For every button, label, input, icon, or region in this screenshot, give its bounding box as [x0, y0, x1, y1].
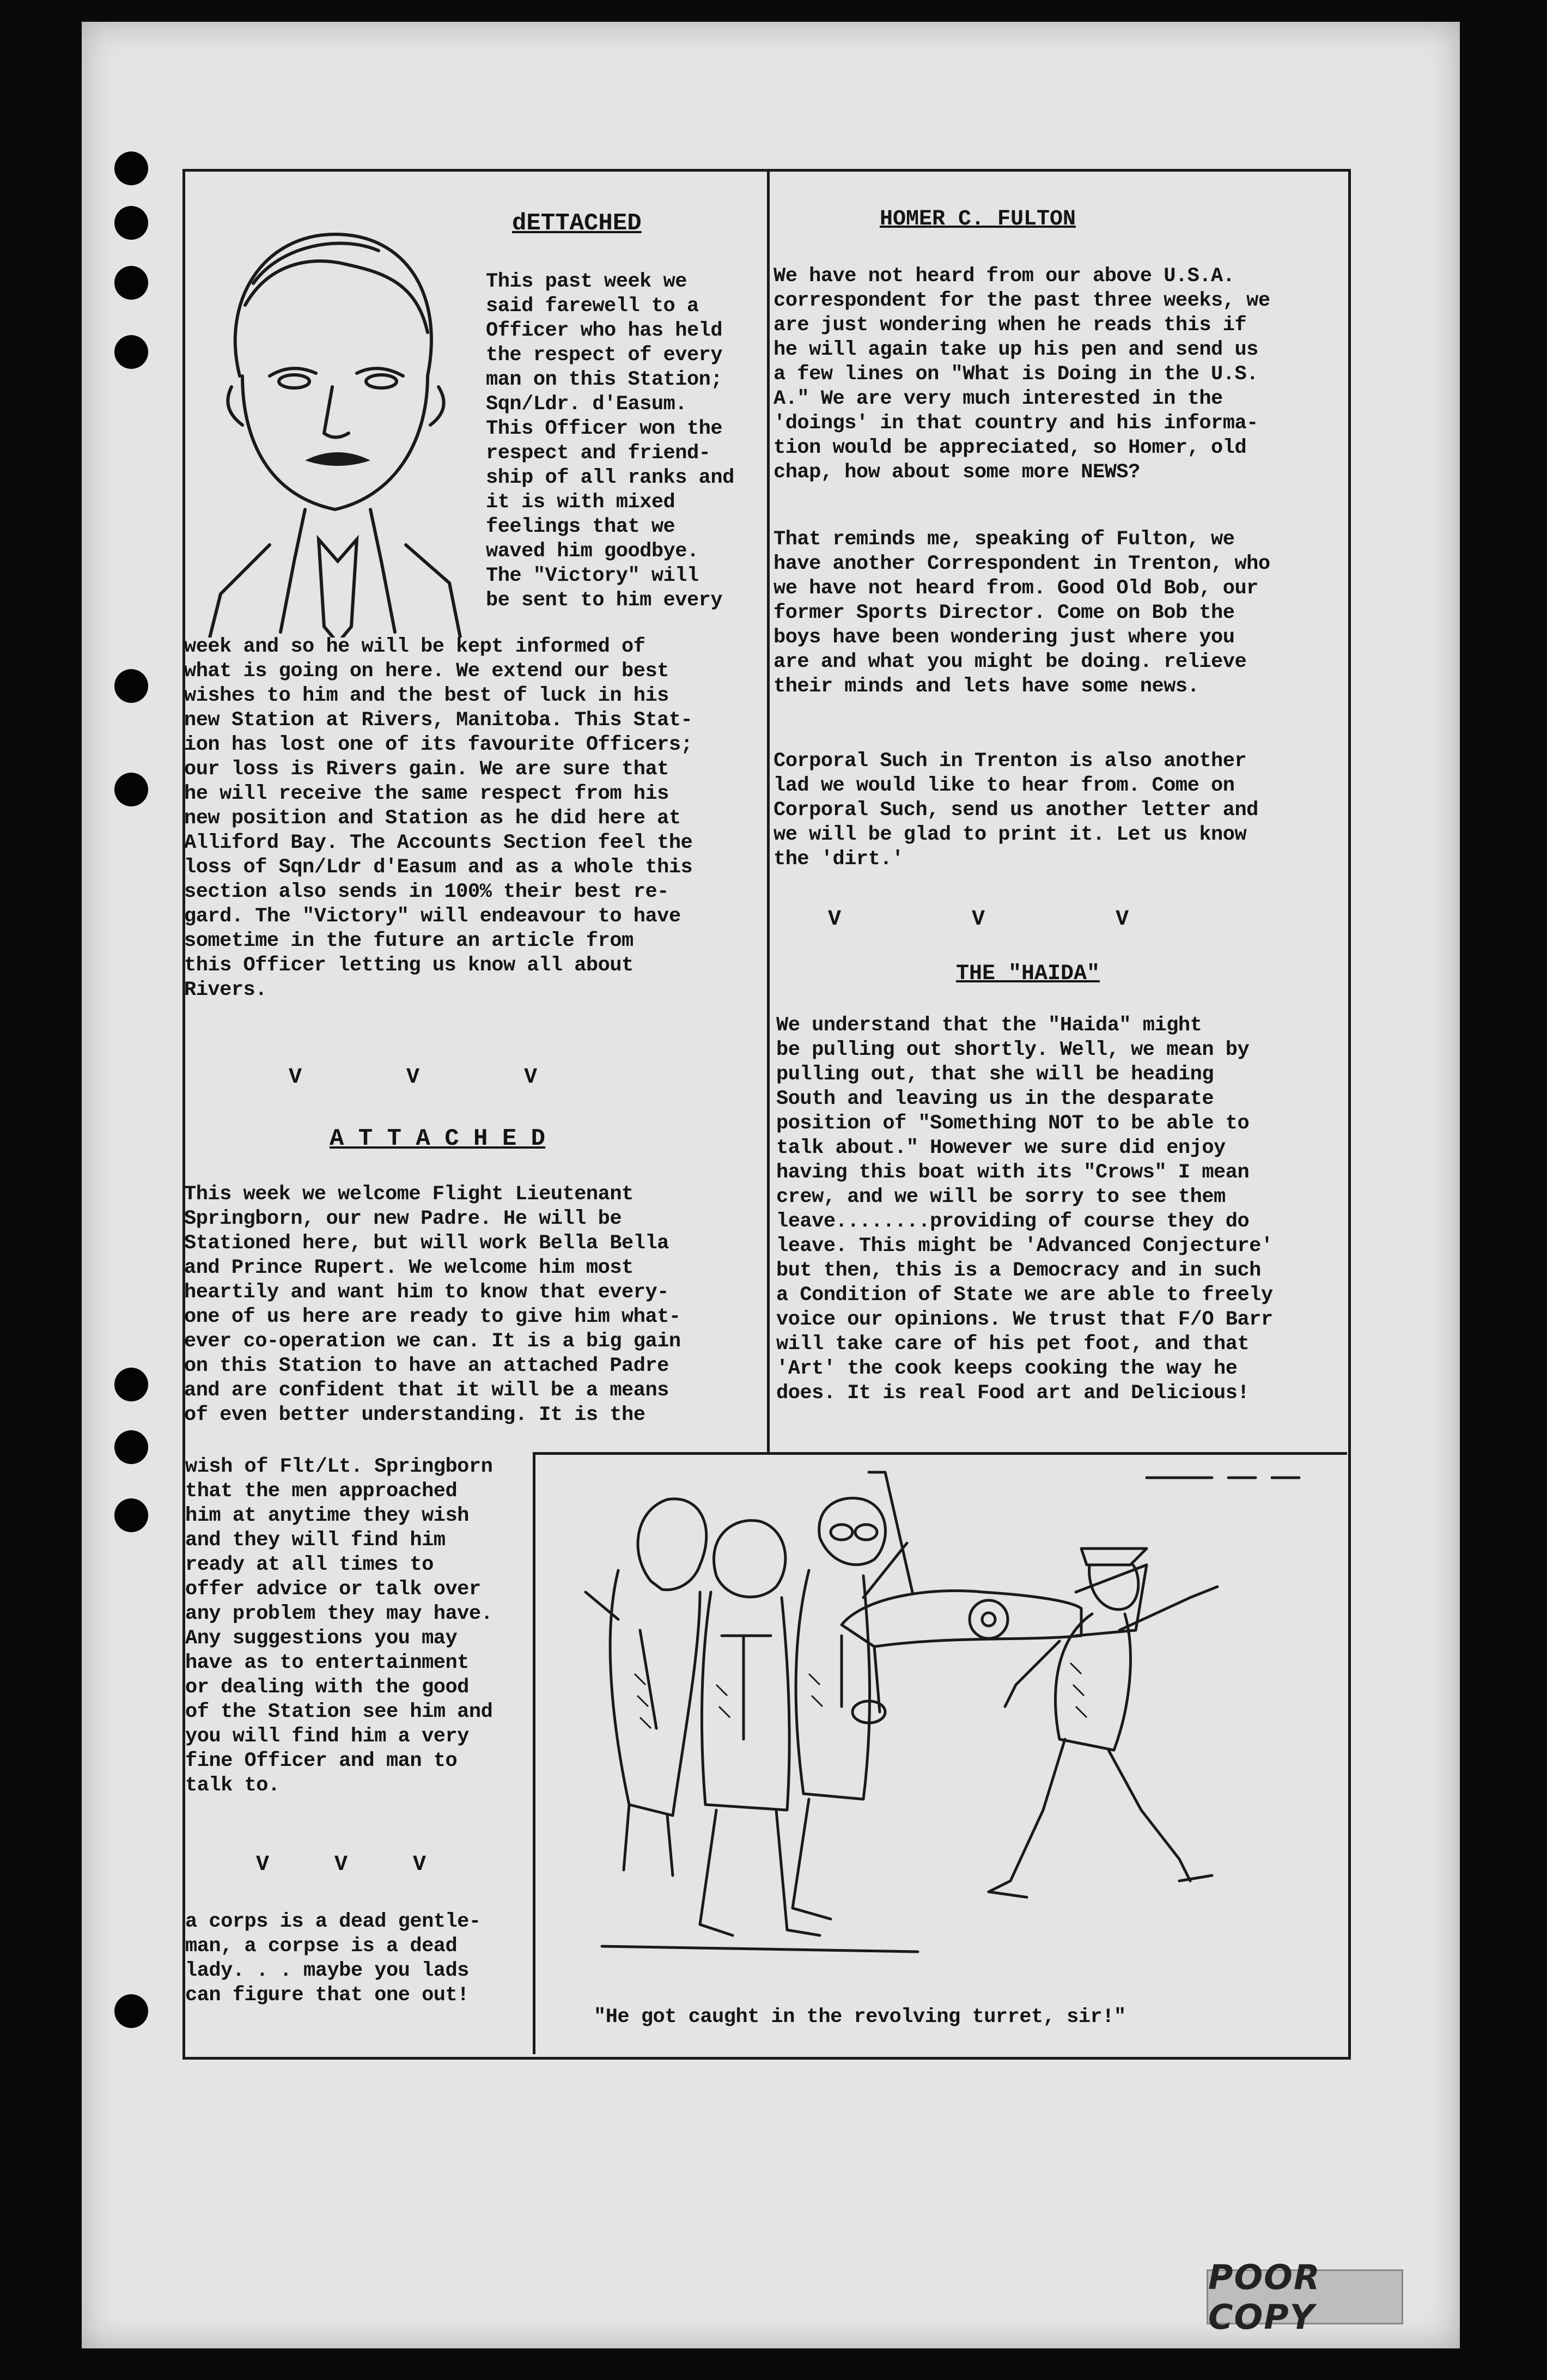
- punch-hole: [114, 266, 148, 300]
- punch-hole: [114, 669, 148, 703]
- padre-paragraph: This week we welcome Flight Lieutenant Springborn, our new Padre. He will be Stationed here, but will work Bella Bella and Prince Rupert. We welcome him most heartily and want him to know that every- one of us here are ready to give him what- ever co-operation we can. It is a big gain on this Station to have an attached Padre and are confident that it will be a means of even better understanding. It is the: [184, 1183, 681, 1426]
- poor-copy-stamp-text: POOR COPY: [1208, 2257, 1321, 2337]
- punch-hole: [114, 773, 148, 806]
- padre-paragraph-continued: wish of Flt/Lt. Springborn that the men approached him at anytime they wish and they will find him ready at all times to offer advice or talk over any problem they may have. Any suggestions you may have as to entertainment or dealing with the good of the Station see him and you will find him a very fine Officer and man to talk to.: [185, 1455, 493, 1797]
- attached-heading-2: A T T A C H E D: [330, 1125, 546, 1152]
- punch-hole: [114, 335, 148, 369]
- punch-hole: [114, 1498, 148, 1532]
- punch-hole: [114, 1430, 148, 1464]
- cartoon-illustration: [537, 1456, 1343, 2001]
- haida-paragraph: We understand that the "Haida" might be pulling out shortly. Well, we mean by pulling out, that she will be heading South and leaving us in the desparate position of "Something NOT to be able to talk about." However we sure did enjoy having this boat with its "Crows" I mean crew, and we will be sorry to see them leave........providing of course they do leave. This might be 'Advanced Conjecture' but then, this is a Democracy and in such a Condition of State we are able to freely voice our opinions. We trust that F/O Barr will take care of his pet foot, and that 'Art' the cook keeps cooking the way he does. It is real Food art and Delicious!: [776, 1014, 1273, 1405]
- corps-joke: a corps is a dead gentle- man, a corpse is a dead lady. . . maybe you lads can figure that one out!: [185, 1910, 481, 2007]
- portrait-sketch: [188, 212, 493, 638]
- section-separator: V V V: [828, 907, 1129, 932]
- punch-hole: [114, 151, 148, 185]
- attached-heading-1: dETTACHED: [512, 210, 642, 237]
- section-separator: V V V: [289, 1065, 538, 1090]
- homer-fulton-paragraph: We have not heard from our above U.S.A. correspondent for the past three weeks, we are just wondering when he reads this if he will again take up his pen and send us a few lines on "What is Doing in the U.S. A." We are very much interested in the 'doings' in that country and his informa- tion would be appreciated, so Homer, old chap, how about some more NEWS?: [774, 265, 1270, 484]
- trenton-paragraph: That reminds me, speaking of Fulton, we have another Correspondent in Trenton, who we have not heard from. Good Old Bob, our former Sports Director. Come on Bob the boys have been wondering just where you are and what you might be doing. relieve their minds and lets have some news.: [774, 528, 1270, 698]
- farewell-paragraph-lower: week and so he will be kept informed of what is going on here. We extend our best wishes to him and the best of luck in his new Station at Rivers, Manitoba. This Stat- ion has lost one of its favourite Officers; our loss is Rivers gain. We are sure that he will receive the same respect from his new position and Station as he did here at Alliford Bay. The Accounts Section feel the loss of Sqn/Ldr d'Easum and as a whole this section also sends in 100% their best re- gard. The "Victory" will endeavour to have sometime in the future an article from this Officer letting us know all about Rivers.: [184, 635, 693, 1001]
- corporal-such-paragraph: Corporal Such in Trenton is also another lad we would like to hear from. Come on Corporal Such, send us another letter and we will be glad to print it. Let us know the 'dirt.': [774, 750, 1258, 871]
- punch-hole: [114, 206, 148, 240]
- poor-copy-stamp: [1207, 2257, 1403, 2337]
- homer-fulton-heading: HOMER C. FULTON: [880, 207, 1076, 232]
- cartoon-caption: "He got caught in the revolving turret, sir!": [594, 2006, 1126, 2029]
- cartoon-top-rule: [533, 1452, 1347, 1455]
- punch-hole: [114, 1368, 148, 1401]
- haida-heading: THE "HAIDA": [956, 962, 1100, 986]
- farewell-paragraph-upper: This past week we said farewell to a Officer who has held the respect of every man on this Station; Sqn/Ldr. d'Easum. This Officer won the respect and friend- ship of all ranks and it is with mixed feelings that we waved him goodbye. The "Victory" will be sent to him every: [486, 270, 734, 612]
- section-separator: V V V: [256, 1853, 427, 1877]
- punch-hole: [114, 1994, 148, 2028]
